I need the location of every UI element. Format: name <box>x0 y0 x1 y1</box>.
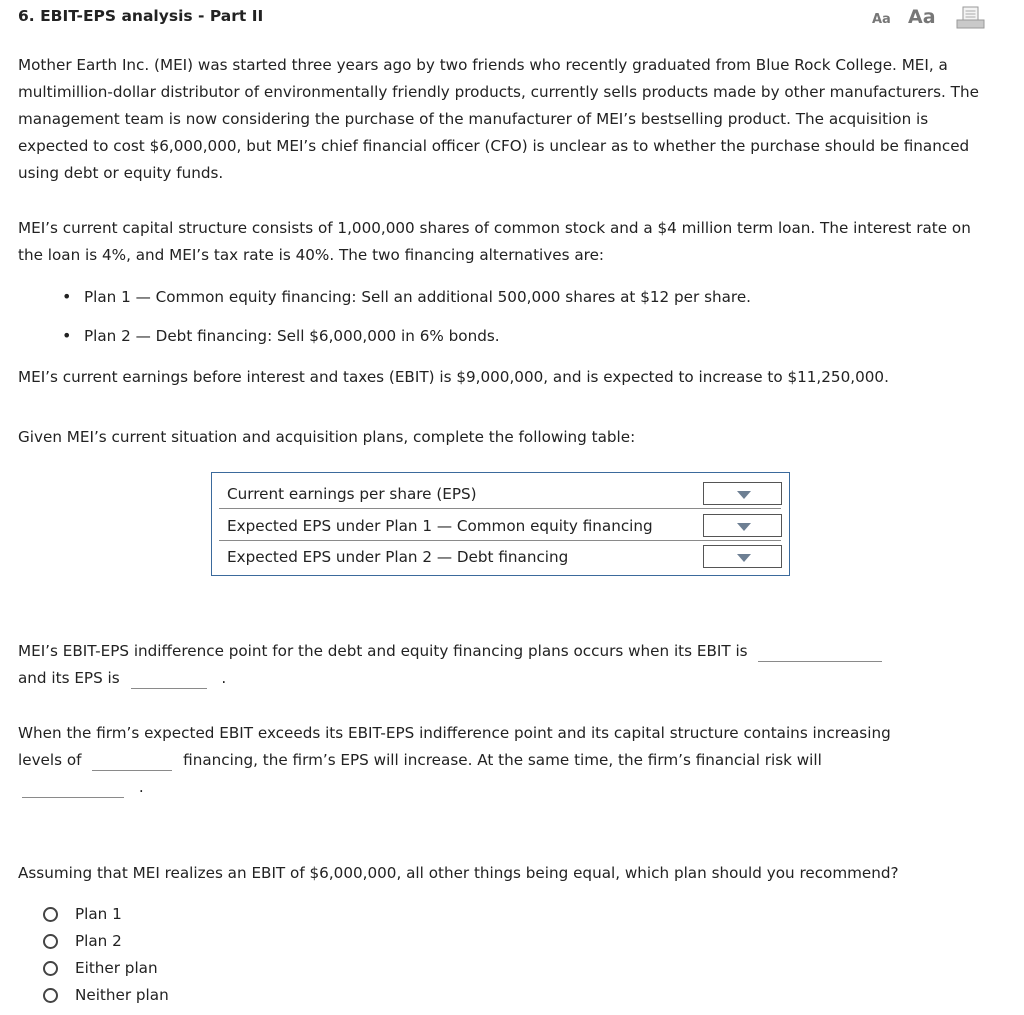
financial-risk-dropdown[interactable] <box>22 796 124 798</box>
plan-1-text: Plan 1 — Common equity financing: Sell an additional 500,000 shares at $12 per share. <box>84 288 752 306</box>
print-icon[interactable] <box>956 6 986 30</box>
chevron-down-icon <box>737 554 751 562</box>
radio-label[interactable]: Either plan <box>75 959 158 977</box>
chevron-down-icon <box>737 523 751 531</box>
radio-button[interactable] <box>43 988 58 1003</box>
plan-2-text: Plan 2 — Debt financing: Sell $6,000,000 in 6% bonds. <box>84 327 500 345</box>
indifference-and-text: and its EPS is <box>18 669 120 687</box>
question-title: 6. EBIT-EPS analysis - Part II <box>18 7 264 25</box>
leverage-line-3 <box>22 774 144 801</box>
leverage-text-line-1: When the firm’s expected EBIT exceeds its EBIT-EPS indifference point and its capital structure contains increasing <box>18 724 891 742</box>
capital-structure-paragraph: MEI’s current capital structure consists of 1,000,000 shares of common stock and a $4 million term loan. The interest rate on the loan is 4%, and MEI’s tax rate is 40%. The two financing alternatives are: <box>18 219 971 264</box>
current-eps-dropdown[interactable] <box>703 482 782 505</box>
leverage-eps-text: financing, the firm’s EPS will increase. At the same time, the firm’s financial risk will <box>183 751 822 769</box>
table-row <box>219 541 781 571</box>
chevron-down-icon <box>737 491 751 499</box>
indifference-ebit-dropdown[interactable] <box>758 660 882 662</box>
recommendation-question: Assuming that MEI realizes an EBIT of $6,000,000, all other things being equal, which plan should you recommend? <box>18 864 899 882</box>
increase-font-button[interactable]: Aa <box>908 6 936 28</box>
indifference-eps-dropdown[interactable] <box>131 687 207 689</box>
radio-button[interactable] <box>43 934 58 949</box>
radio-label[interactable]: Neither plan <box>75 986 169 1004</box>
table-row <box>219 510 781 541</box>
bullet-dot: • <box>62 287 72 306</box>
period-text: . <box>221 669 227 687</box>
radio-label[interactable]: Plan 2 <box>75 932 122 950</box>
radio-button[interactable] <box>43 907 58 922</box>
leverage-levels-text: levels of <box>18 751 82 769</box>
period-text: . <box>138 778 144 796</box>
eps-table <box>211 472 790 576</box>
financing-type-dropdown[interactable] <box>92 769 172 771</box>
row-label: Expected EPS under Plan 2 — Debt financing <box>227 548 569 566</box>
decrease-font-button[interactable]: Aa <box>872 12 891 27</box>
ebit-paragraph: MEI’s current earnings before interest and taxes (EBIT) is $9,000,000, and is expected to increase to $11,250,000. <box>18 368 889 386</box>
leverage-line-2 <box>18 747 822 774</box>
indifference-line-1 <box>18 638 882 665</box>
intro-paragraph: Mother Earth Inc. (MEI) was started three years ago by two friends who recently graduated from Blue Rock College. MEI, a multimillion-dollar distributor of environmentally friendly products, currently sells products made by other manufacturers. The management team is now considering the purchase of the manufacturer of MEI’s bestselling product. The acquisition is expected to cost $6,000,000, but MEI’s chief financial officer (CFO) is unclear as to whether the purchase should be financed using debt or equity funds. <box>18 56 979 182</box>
table-row <box>219 478 781 509</box>
plan-2-eps-dropdown[interactable] <box>703 545 782 568</box>
indifference-text: MEI’s EBIT-EPS indifference point for the debt and equity financing plans occurs when its EBIT is <box>18 642 748 660</box>
table-instruction: Given MEI’s current situation and acquisition plans, complete the following table: <box>18 428 636 446</box>
plan-1-eps-dropdown[interactable] <box>703 514 782 537</box>
radio-label[interactable]: Plan 1 <box>75 905 122 923</box>
bullet-dot: • <box>62 326 72 345</box>
row-label: Expected EPS under Plan 1 — Common equity financing <box>227 517 653 535</box>
row-label: Current earnings per share (EPS) <box>227 485 477 503</box>
radio-button[interactable] <box>43 961 58 976</box>
indifference-line-2 <box>18 665 226 692</box>
